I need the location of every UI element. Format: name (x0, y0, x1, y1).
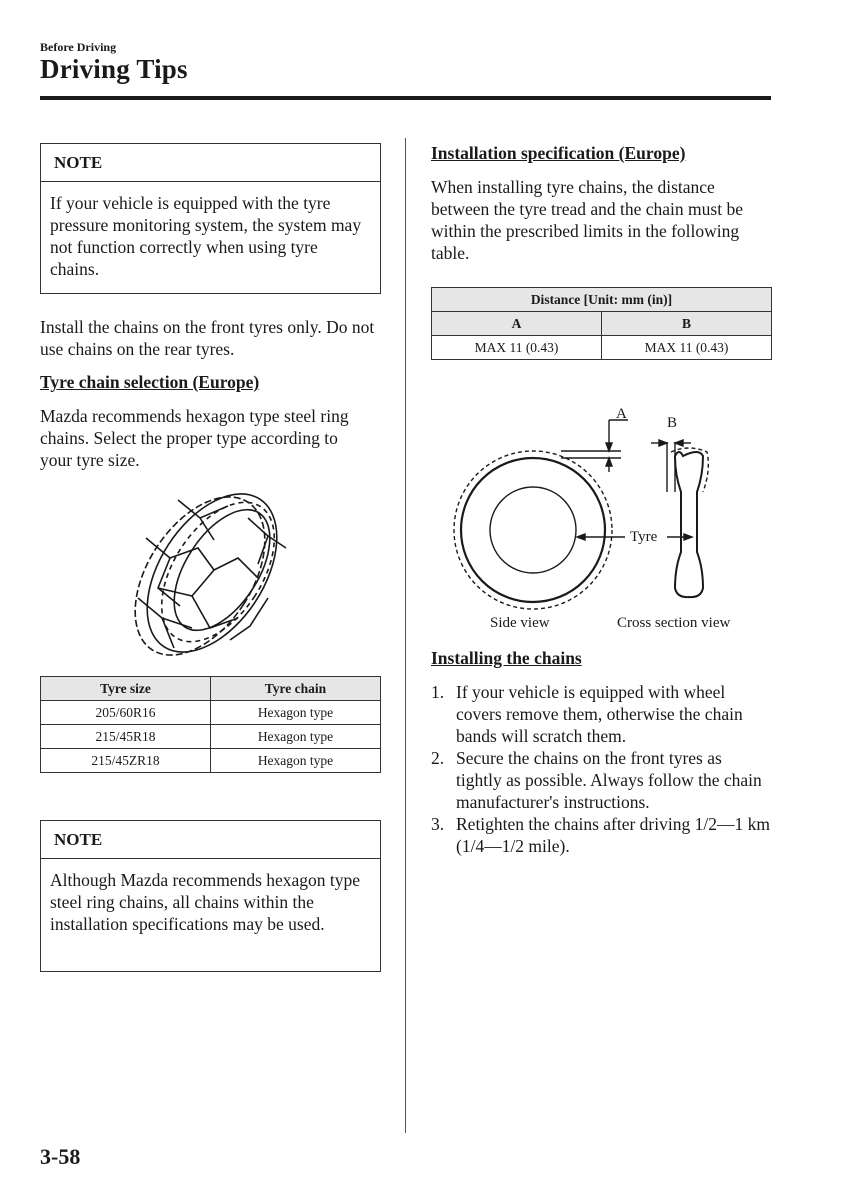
table-header-row (41, 677, 381, 701)
diagram-label-tyre: Tyre (630, 529, 658, 545)
note-heading: NOTE (41, 821, 380, 859)
installation-spec-text: When installing tyre chains, the distance between the tyre tread and the chain must be within the prescribed limits in the following table. (431, 177, 743, 263)
table-cell: MAX 11 (0.43) (432, 336, 602, 360)
installing-chains-heading: Installing the chains (431, 648, 582, 668)
table-header-tyre-chain: Tyre chain (211, 677, 381, 701)
table-cell: 205/60R16 (41, 701, 211, 725)
step-text: If your vehicle is equipped with wheel covers remove them, otherwise the chain bands will scratch them. (456, 682, 743, 746)
installation-steps (431, 681, 771, 857)
list-item (431, 813, 771, 857)
side-view-caption: Side view (490, 615, 550, 631)
diagram-label-a: A (616, 406, 627, 422)
table-row (41, 749, 381, 773)
note-box-tpms (40, 143, 381, 294)
diagram-label-b: B (667, 415, 678, 431)
tyre-chain-illustration (118, 478, 303, 670)
step-text: Secure the chains on the front tyres as tightly as possible. Always follow the chain manufacturer's instructions. (456, 748, 762, 812)
tyre-size-table (40, 676, 381, 773)
tyre-chain-selection-text: Mazda recommends hexagon type steel ring chains. Select the proper type according to your tyre size. (40, 406, 349, 470)
step-number: 3. (431, 814, 445, 834)
table-row (432, 336, 772, 360)
step-number: 1. (431, 682, 445, 702)
table-cell: Hexagon type (211, 701, 381, 725)
table-cell: Hexagon type (211, 749, 381, 773)
note-text: If your vehicle is equipped with the tyre pressure monitoring system, the system may not function correctly when using tyre chains. (50, 193, 362, 279)
header-rule (40, 96, 771, 100)
note-text: Although Mazda recommends hexagon type steel ring chains, all chains within the installation specifications may be used. (50, 870, 361, 934)
step-number: 2. (431, 748, 445, 768)
table-header-b: B (602, 312, 772, 336)
note-box-specifications (40, 820, 381, 972)
side-view-rim (490, 487, 576, 573)
cross-section-caption: Cross section view (617, 615, 731, 631)
tyre-chain-selection-heading: Tyre chain selection (Europe) (40, 372, 260, 392)
distance-table (431, 287, 772, 360)
column-divider (405, 138, 406, 1133)
table-cell: MAX 11 (0.43) (602, 336, 772, 360)
table-cell: 215/45R18 (41, 725, 211, 749)
section-label: Before Driving (40, 40, 117, 54)
table-cell: 215/45ZR18 (41, 749, 211, 773)
page-title: Driving Tips (40, 54, 188, 84)
install-front-text: Install the chains on the front tyres only. Do not use chains on the rear tyres. (40, 317, 375, 359)
table-caption-row (432, 288, 772, 312)
table-row (41, 725, 381, 749)
distance-caption: Distance [Unit: mm (in)] (432, 288, 772, 312)
table-header-tyre-size: Tyre size (41, 677, 211, 701)
side-view-chain-outline (454, 451, 612, 609)
table-header-a: A (432, 312, 602, 336)
note-heading: NOTE (41, 144, 380, 182)
table-cell: Hexagon type (211, 725, 381, 749)
cross-section-tyre (675, 452, 703, 597)
list-item (431, 681, 771, 747)
step-text: Retighten the chains after driving 1/2—1 km (1/4—1/2 mile). (456, 814, 770, 856)
page-number: 3-58 (40, 1144, 81, 1169)
tyre-chain-distance-diagram (431, 400, 771, 640)
installation-spec-heading: Installation specification (Europe) (431, 143, 686, 163)
table-header-row (432, 312, 772, 336)
side-view-tyre (461, 458, 605, 602)
list-item (431, 747, 771, 813)
table-row (41, 701, 381, 725)
